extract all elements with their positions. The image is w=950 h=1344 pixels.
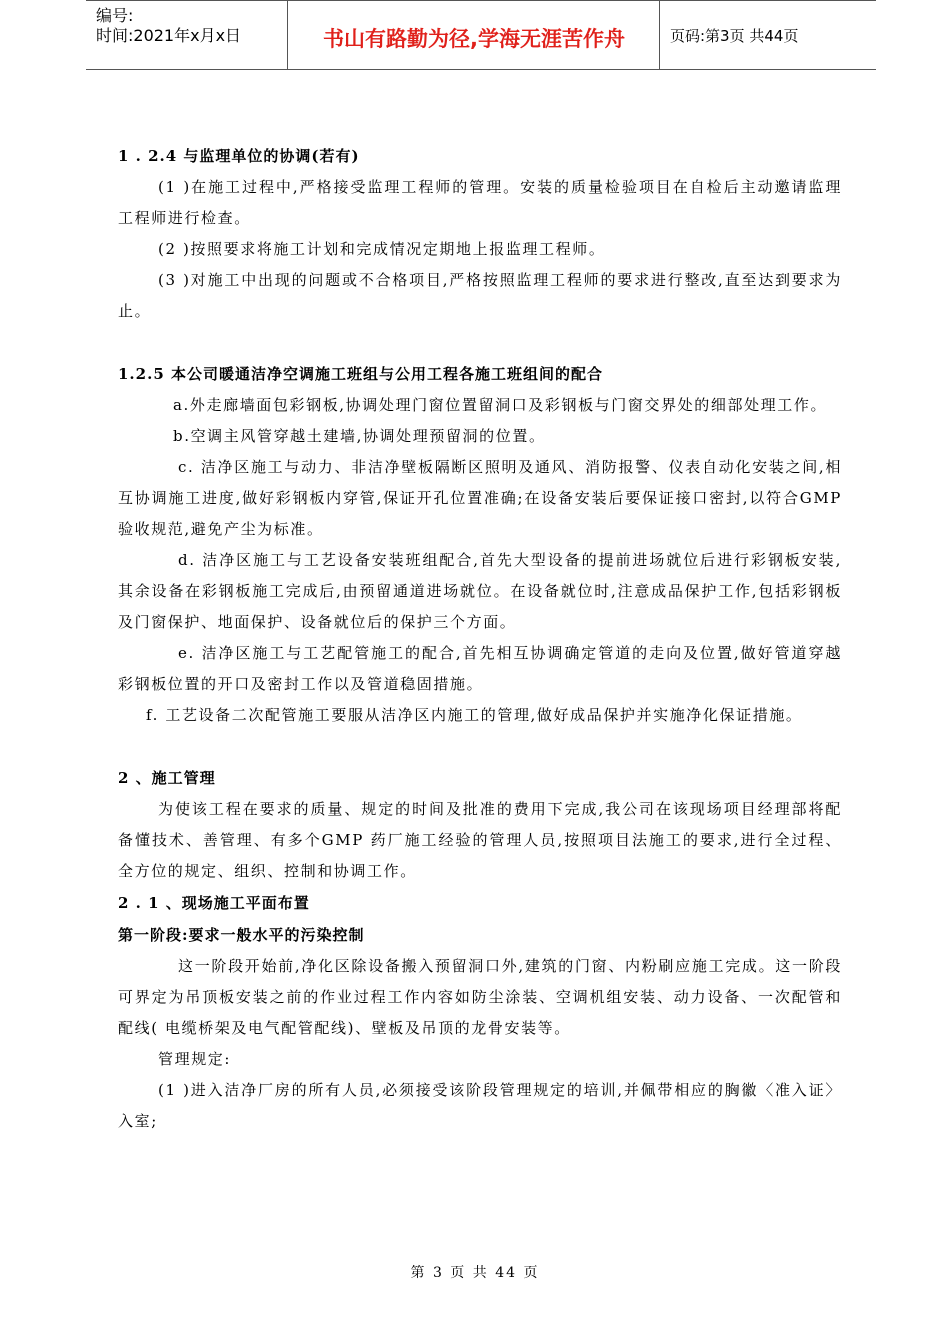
section-1-2-4-item-2: (2 )按照要求将施工计划和完成情况定期地上报监理工程师。 (158, 240, 606, 258)
stage-1-rule-1: (1 )进入洁净厂房的所有人员,必须接受该阶段管理规定的培训,并佩带相应的胸徽〈准入证〉入室; (118, 1081, 842, 1130)
stage-1-heading: 第一阶段:要求一般水平的污染控制 (118, 926, 365, 944)
header-page-cell (660, 1, 876, 69)
section-1-2-5-item-f: f. 工艺设备二次配管施工要服从洁净区内施工的管理,做好成品保护并实施净化保证措施。 (146, 706, 803, 724)
section-gap (118, 327, 842, 358)
header-info-cell (86, 1, 288, 69)
section-1-2-5-item-d: d. 洁净区施工与工艺设备安装班组配合,首先大型设备的提前进场就位后进行彩钢板安装,其余设备在彩钢板施工完成后,由预留通道进场就位。在设备就位时,注意成品保护工作,包括彩钢板及门窗保护、地面保护、设备就位后的保护三个方面。 (118, 551, 842, 631)
page-header (86, 0, 876, 70)
stage-1-paragraph: 这一阶段开始前,净化区除设备搬入预留洞口外,建筑的门窗、内粉刷应施工完成。这一阶段可界定为吊顶板安装之前的作业过程工作内容如防尘涂装、空调机组安装、动力设备、一次配管和配线( 电缆桥架及电气配管配线)、壁板及吊顶的龙骨安装等。 (118, 957, 842, 1037)
section-gap (118, 731, 842, 762)
header-motto-cell (288, 1, 660, 69)
section-1-2-5-heading: 1.2.5 本公司暖通洁净空调施工班组与公用工程各施工班组间的配合 (118, 365, 603, 383)
header-motto: 书山有路勤为径,学海无涯苦作舟 (323, 27, 625, 51)
section-2-paragraph: 为使该工程在要求的质量、规定的时间及批准的费用下完成,我公司在该现场项目经理部将配备懂技术、善管理、有多个GMP 药厂施工经验的管理人员,按照项目法施工的要求,进行全过程、全方位的规定、组织、控制和协调工作。 (118, 800, 842, 880)
document-date-label: 时间:2021年x月x日 (96, 26, 242, 45)
section-1-2-5-item-c: c. 洁净区施工与动力、非洁净壁板隔断区照明及通风、消防报警、仪表自动化安装之间,相互协调施工进度,做好彩钢板内穿管,保证开孔位置准确;在设备安装后要保证接口密封,以符合GMP 验收规范,避免产尘为标准。 (118, 458, 842, 538)
section-1-2-4-item-1: (1 )在施工过程中,严格接受监理工程师的管理。安装的质量检验项目在自检后主动邀请监理工程师进行检查。 (118, 178, 842, 227)
section-1-2-4-heading: 1 . 2.4 与监理单位的协调(若有) (118, 147, 360, 165)
section-1-2-5-item-b: b.空调主风管穿越土建墙,协调处理预留洞的位置。 (173, 427, 546, 445)
section-1-2-4-item-3: (3 )对施工中出现的问题或不合格项目,严格按照监理工程师的要求进行整改,直至达到要求为止。 (118, 271, 842, 320)
stage-1-rules-label: 管理规定: (158, 1050, 232, 1068)
section-1-2-5-item-a: a.外走廊墙面包彩钢板,协调处理门窗位置留洞口及彩钢板与门窗交界处的细部处理工作。 (173, 396, 828, 414)
document-body (118, 140, 842, 1137)
section-1-2-5-item-e: e. 洁净区施工与工艺配管施工的配合,首先相互协调确定管道的走向及位置,做好管道穿越彩钢板位置的开口及密封工作以及管道稳固措施。 (118, 644, 842, 693)
header-page-number: 页码:第3页 共44页 (670, 27, 799, 45)
page-footer: 第 3 页 共 44 页 (410, 1265, 540, 1281)
document-number-label: 编号: (96, 6, 134, 25)
section-2-1-heading: 2 . 1 、现场施工平面布置 (118, 894, 310, 912)
section-2-heading: 2 、施工管理 (118, 769, 216, 787)
